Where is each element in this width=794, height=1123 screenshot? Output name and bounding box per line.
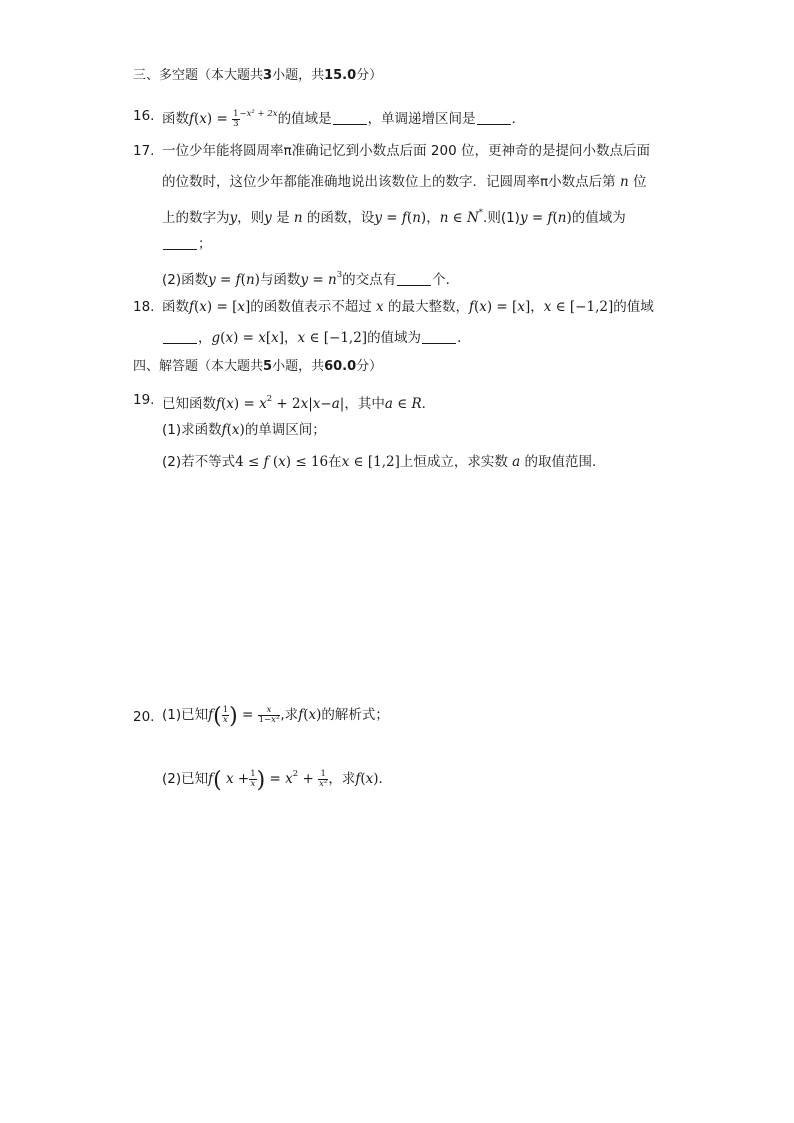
q20-frac-3: $\frac{1}{x}$ (250, 768, 256, 789)
q17-line-4 (162, 234, 212, 254)
q17-l5b: 与函数 (259, 272, 301, 288)
q18-e: 的值域 (613, 299, 654, 315)
section-score: 60.0 (324, 359, 357, 374)
q19-b: ，其中 (344, 396, 385, 412)
q17-blank-1[interactable] (163, 237, 197, 250)
section-note3: 分） (356, 359, 383, 374)
question-20-number: 20. (133, 709, 155, 725)
q18-f: ， (198, 330, 212, 346)
q16-text-a: 函数 (162, 111, 189, 127)
q19-p2a: (2)若不等式 (162, 454, 236, 470)
q17-line-1: 一位少年能将圆周率π准确记忆到小数点后面 200 位，更神奇的是提问小数点后面 (162, 143, 650, 159)
question-16-number: 16. (133, 108, 155, 124)
q17-l3f: .则(1) (483, 210, 520, 226)
q17-l3e: ， (426, 210, 440, 226)
q16-func: f (189, 111, 194, 127)
q18-g: ， (284, 330, 298, 346)
q17-l4: ； (198, 236, 212, 252)
q17-n: n (619, 174, 629, 190)
q20-p2c: ． (378, 771, 393, 787)
question-18-number: 18. (133, 299, 155, 315)
q17-line-2-text: 的位数时，这位少年都能准确地说出该数位上的数字．记圆周率π小数点后第 (162, 174, 616, 190)
q16-blank-1[interactable] (333, 112, 367, 125)
q17-l3b: ，则 (237, 210, 265, 226)
q17-line-5: (2)函数y = f(n)与函数$y = n^3$的交点有 个． (162, 270, 460, 288)
question-17-number: 17. (133, 143, 155, 159)
q17-l5a: (2)函数 (162, 272, 209, 288)
q19-p2c: 上恒成立，求实数 (399, 454, 508, 470)
q17-l3a: 上的数字为 (162, 210, 230, 226)
q18-i: ． (457, 330, 471, 346)
question-19-number: 19. (133, 392, 155, 408)
q17-line-2 (162, 172, 646, 192)
q20-p2b: ，求 (328, 771, 356, 787)
section-count: 3 (263, 68, 273, 83)
q19-p2d: 的取值范围． (524, 454, 606, 470)
q18-blank-2[interactable] (422, 331, 456, 344)
q19-p2b: 在 (328, 454, 342, 470)
q20-line-2: (2)已知f( x + $\frac{1}{x}$ ) = $x^2$ + $\frac{1}{\text{x²}}$ ，求f(x)． (162, 768, 393, 793)
q19-line-2: (1)求函数f(x)的单调区间； (162, 422, 326, 438)
section-note2: 小题，共 (272, 359, 325, 374)
q17-blank-2[interactable] (397, 273, 431, 286)
q19-line-1: 已知函数$f(x) = x^2 + 2x|x-a|$，其中a ∈ R． (162, 394, 436, 412)
q18-c: 的最大整数， (387, 299, 469, 315)
q17-line-3: 上的数字为y，则y 是 n 的函数，设y = f(n)，n ∈ N*.则(1)y = f(n)的值域为 (162, 208, 626, 226)
section-note2: 小题，共 (272, 68, 325, 83)
section-3-header (133, 66, 382, 86)
q20-p1a: (1)已知 (162, 707, 209, 723)
q20-p2a: (2)已知 (162, 771, 209, 787)
section-title: 三、多空题 (133, 68, 199, 83)
q18-line-2: ，g(x) = x[x]，x ∈ [−1,2]的值域为 ． (162, 328, 471, 348)
q18-h: 的值域为 (367, 330, 422, 346)
question-16: 函数f(x) = $\frac{1}{3}$ $^{-x^2 + 2x}$的值域是 ，单调递增区间是 ． (162, 108, 526, 129)
q19-a: 已知函数 (162, 396, 216, 412)
q17-line-2-end: 位 (632, 174, 647, 190)
section-title: 四、解答题 (133, 359, 199, 374)
q20-p1b: ,求 (280, 707, 299, 723)
q19-p1: (1)求函数 (162, 422, 222, 438)
q20-frac-1: $\frac{1}{x}$ (222, 704, 229, 725)
section-note: （本大题共 (198, 68, 264, 83)
q16-text-c: ，单调递增区间是 (367, 111, 476, 127)
q17-l3g: 的值域为 (571, 210, 626, 226)
section-count: 5 (263, 359, 273, 374)
section-note: （本大题共 (198, 359, 264, 374)
q16-fraction: $\frac{1}{3}$ (233, 108, 239, 129)
q18-blank-1[interactable] (163, 331, 197, 344)
q18-b: 的函数值表示不超过 (250, 299, 372, 315)
section-score: 15.0 (324, 68, 357, 83)
q17-l5d: 个． (432, 272, 460, 288)
q20-frac-2: $\frac{x}{\text{1−x²}}$ (258, 704, 280, 725)
q19-line-3: (2)若不等式4 ≤ f (x) ≤ 16在x ∈ [1,2]上恒成立，求实数 a 的取值范围． (162, 454, 606, 470)
q16-blank-2[interactable] (477, 112, 511, 125)
q17-l5c: 的交点有 (342, 272, 397, 288)
q17-l3c: 是 (276, 210, 290, 226)
q19-c: ． (421, 396, 436, 412)
q20-frac-4: $\frac{1}{\text{x²}}$ (319, 768, 328, 789)
q16-text-d: ． (511, 111, 526, 127)
q16-exponent: −x² + 2x (239, 109, 278, 119)
q18-line-1: 函数f(x) = [x]的函数值表示不超过 x 的最大整数，f(x) = [x]，x ∈ [−1,2]的值域 (162, 299, 654, 315)
q18-d: ， (530, 299, 544, 315)
q16-text-b: 的值域是 (277, 111, 332, 127)
q19-p1b: 的单调区间； (244, 422, 326, 438)
q20-line-1: (1)已知f( $\frac{1}{x}$ ) = $\frac{x}{\text{1−x²}}$ ,求f(x)的解析式； (162, 704, 389, 729)
q18-a: 函数 (162, 299, 189, 315)
q17-l3d: 的函数，设 (306, 210, 375, 226)
q20-p1c: 的解析式； (321, 707, 389, 723)
section-note3: 分） (356, 68, 383, 83)
section-4-header (133, 357, 382, 377)
